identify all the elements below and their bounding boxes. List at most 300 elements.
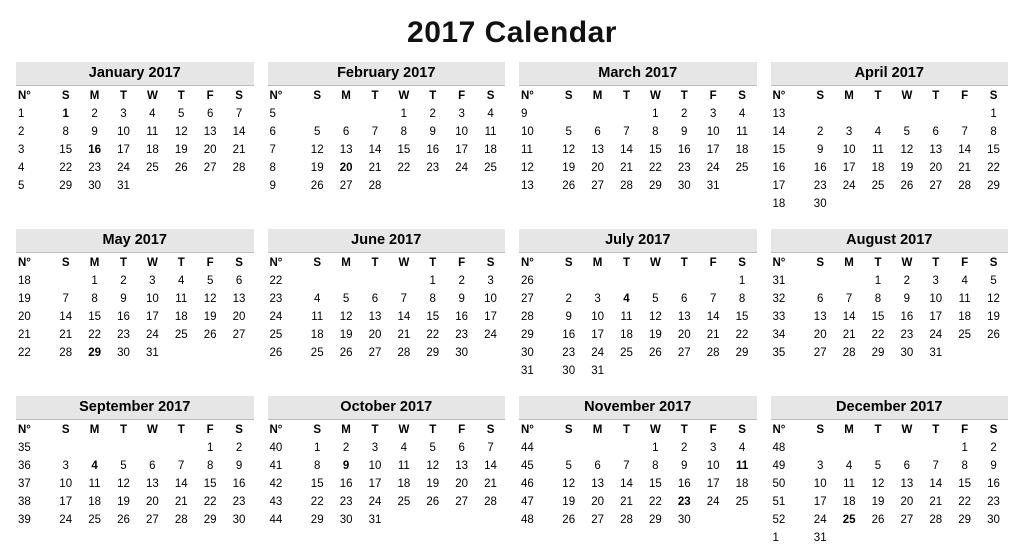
day-cell[interactable]: 14 <box>929 478 943 490</box>
day-cell[interactable]: 31 <box>706 180 720 192</box>
day-cell[interactable]: 21 <box>174 496 188 508</box>
day-cell[interactable]: 26 <box>339 347 353 359</box>
day-cell[interactable]: 21 <box>368 162 382 174</box>
day-cell[interactable]: 30 <box>88 180 101 192</box>
day-cell[interactable]: 22 <box>987 162 1000 174</box>
day-cell[interactable]: 10 <box>591 311 604 323</box>
day-cell[interactable]: 12 <box>174 126 188 138</box>
day-cell[interactable] <box>979 344 1008 362</box>
day-cell[interactable]: 10 <box>484 293 497 305</box>
day-cell[interactable]: 28 <box>484 496 497 508</box>
day-cell[interactable]: 3 <box>458 108 465 120</box>
day-cell[interactable]: 6 <box>681 293 688 305</box>
day-cell[interactable]: 5 <box>120 460 127 472</box>
day-cell[interactable]: 26 <box>310 180 324 192</box>
day-cell[interactable]: 2 <box>565 293 572 305</box>
day-cell[interactable]: 6 <box>371 293 379 305</box>
day-cell[interactable] <box>109 439 138 457</box>
day-cell[interactable]: 12 <box>900 144 914 156</box>
day-cell[interactable]: 12 <box>562 478 576 490</box>
day-cell[interactable]: 27 <box>145 514 159 526</box>
day-cell[interactable]: 8 <box>206 460 214 472</box>
day-cell[interactable]: 28 <box>706 347 720 359</box>
day-cell[interactable]: 12 <box>310 144 324 156</box>
day-cell[interactable]: 4 <box>487 108 494 120</box>
day-cell[interactable]: 14 <box>706 311 720 323</box>
day-cell[interactable]: 17 <box>484 311 497 323</box>
day-cell[interactable]: 21 <box>397 329 411 341</box>
day-cell[interactable] <box>612 272 641 290</box>
day-cell[interactable]: 25 <box>145 162 159 174</box>
day-cell[interactable] <box>699 511 728 529</box>
day-cell[interactable]: 2 <box>429 108 436 120</box>
day-cell[interactable]: 18 <box>871 162 885 174</box>
day-cell[interactable]: 8 <box>62 126 69 138</box>
day-cell[interactable]: 23 <box>813 180 827 192</box>
day-cell[interactable]: 29 <box>735 347 749 359</box>
day-cell[interactable]: 23 <box>987 496 1000 508</box>
day-cell[interactable]: 22 <box>59 162 73 174</box>
day-cell[interactable]: 22 <box>648 496 662 508</box>
day-cell[interactable]: 30 <box>339 514 353 526</box>
day-cell[interactable] <box>864 439 893 457</box>
day-cell[interactable]: 10 <box>455 126 469 138</box>
day-cell[interactable]: 16 <box>117 311 130 323</box>
day-cell[interactable]: 4 <box>149 108 156 120</box>
day-cell[interactable] <box>835 529 864 547</box>
day-cell[interactable]: 3 <box>709 108 717 120</box>
day-cell[interactable]: 18 <box>88 496 101 508</box>
day-cell[interactable]: 10 <box>813 478 827 490</box>
day-cell[interactable]: 1 <box>990 108 997 120</box>
day-cell[interactable]: 29 <box>987 180 1000 192</box>
day-cell[interactable]: 13 <box>813 311 827 323</box>
day-cell[interactable] <box>950 529 979 547</box>
day-cell[interactable]: 25 <box>88 514 101 526</box>
day-cell[interactable]: 24 <box>591 347 604 359</box>
day-cell[interactable]: 21 <box>59 329 73 341</box>
day-cell[interactable]: 17 <box>368 478 382 490</box>
day-cell[interactable]: 5 <box>652 293 659 305</box>
day-cell[interactable]: 22 <box>203 496 217 508</box>
day-cell[interactable]: 21 <box>929 496 943 508</box>
day-cell[interactable]: 22 <box>426 329 440 341</box>
day-cell[interactable]: 13 <box>677 311 691 323</box>
day-cell[interactable] <box>361 105 390 123</box>
day-cell[interactable] <box>332 105 361 123</box>
day-cell[interactable]: 5 <box>206 275 214 287</box>
day-cell[interactable]: 4 <box>961 275 968 287</box>
day-cell[interactable]: 10 <box>706 460 720 472</box>
day-cell[interactable] <box>447 511 476 529</box>
day-cell[interactable]: 9 <box>429 126 436 138</box>
day-cell[interactable]: 28 <box>620 514 633 526</box>
day-cell[interactable]: 3 <box>487 275 494 287</box>
day-cell[interactable]: 3 <box>845 126 853 138</box>
day-cell[interactable]: 23 <box>677 162 691 174</box>
day-cell[interactable]: 20 <box>677 329 691 341</box>
day-cell[interactable]: 27 <box>929 180 943 192</box>
day-cell[interactable] <box>806 272 835 290</box>
day-cell[interactable]: 16 <box>232 478 246 490</box>
day-cell[interactable]: 6 <box>932 126 939 138</box>
day-cell[interactable]: 25 <box>484 162 497 174</box>
day-cell[interactable]: 19 <box>987 311 1000 323</box>
day-cell[interactable]: 15 <box>203 478 217 490</box>
day-cell[interactable]: 28 <box>958 180 972 192</box>
day-cell[interactable] <box>950 195 979 213</box>
day-cell[interactable]: 2 <box>903 275 911 287</box>
day-cell[interactable]: 28 <box>929 514 943 526</box>
day-cell[interactable]: 1 <box>91 275 98 287</box>
day-cell[interactable]: 20 <box>339 162 353 174</box>
day-cell[interactable]: 19 <box>648 329 662 341</box>
day-cell[interactable]: 12 <box>648 311 662 323</box>
day-cell[interactable] <box>728 511 757 529</box>
day-cell[interactable]: 4 <box>874 126 882 138</box>
day-cell[interactable]: 15 <box>648 144 662 156</box>
day-cell[interactable]: 29 <box>426 347 440 359</box>
day-cell[interactable]: 26 <box>426 496 440 508</box>
day-cell[interactable] <box>167 439 196 457</box>
day-cell[interactable]: 2 <box>458 275 465 287</box>
day-cell[interactable] <box>51 439 80 457</box>
day-cell[interactable]: 13 <box>203 126 217 138</box>
day-cell[interactable]: 27 <box>203 162 217 174</box>
day-cell[interactable]: 20 <box>900 496 914 508</box>
day-cell[interactable]: 9 <box>120 293 127 305</box>
day-cell[interactable] <box>389 511 418 529</box>
day-cell[interactable]: 21 <box>232 144 246 156</box>
day-cell[interactable]: 4 <box>623 293 630 305</box>
day-cell[interactable]: 7 <box>623 460 630 472</box>
day-cell[interactable]: 14 <box>397 311 411 323</box>
day-cell[interactable]: 26 <box>203 329 217 341</box>
day-cell[interactable] <box>921 439 950 457</box>
day-cell[interactable]: 4 <box>738 442 746 454</box>
day-cell[interactable]: 12 <box>203 293 217 305</box>
day-cell[interactable]: 13 <box>929 144 943 156</box>
day-cell[interactable]: 16 <box>677 144 691 156</box>
day-cell[interactable] <box>138 439 167 457</box>
day-cell[interactable]: 2 <box>990 442 997 454</box>
day-cell[interactable]: 3 <box>594 293 601 305</box>
day-cell[interactable]: 1 <box>62 108 69 120</box>
day-cell[interactable]: 13 <box>455 460 469 472</box>
day-cell[interactable]: 15 <box>871 311 885 323</box>
day-cell[interactable]: 12 <box>871 478 885 490</box>
day-cell[interactable]: 30 <box>677 180 691 192</box>
day-cell[interactable]: 8 <box>961 460 968 472</box>
day-cell[interactable]: 20 <box>455 478 469 490</box>
day-cell[interactable] <box>950 105 979 123</box>
day-cell[interactable]: 11 <box>735 460 749 472</box>
day-cell[interactable] <box>476 511 505 529</box>
day-cell[interactable]: 18 <box>735 144 749 156</box>
day-cell[interactable]: 7 <box>709 293 717 305</box>
day-cell[interactable]: 17 <box>591 329 604 341</box>
day-cell[interactable]: 31 <box>117 180 130 192</box>
day-cell[interactable]: 30 <box>987 514 1000 526</box>
day-cell[interactable]: 8 <box>91 293 98 305</box>
day-cell[interactable] <box>979 195 1008 213</box>
day-cell[interactable]: 13 <box>900 478 914 490</box>
day-cell[interactable]: 3 <box>149 275 156 287</box>
day-cell[interactable]: 11 <box>311 311 324 323</box>
day-cell[interactable]: 6 <box>594 126 601 138</box>
day-cell[interactable] <box>138 177 167 195</box>
day-cell[interactable]: 28 <box>232 162 246 174</box>
day-cell[interactable]: 24 <box>813 514 827 526</box>
day-cell[interactable]: 14 <box>958 144 972 156</box>
day-cell[interactable]: 29 <box>648 180 662 192</box>
day-cell[interactable]: 6 <box>594 460 601 472</box>
day-cell[interactable]: 20 <box>145 496 159 508</box>
day-cell[interactable]: 27 <box>455 496 469 508</box>
day-cell[interactable]: 11 <box>88 478 101 490</box>
day-cell[interactable]: 24 <box>145 329 159 341</box>
day-cell[interactable] <box>476 177 505 195</box>
day-cell[interactable] <box>583 439 612 457</box>
day-cell[interactable] <box>476 344 505 362</box>
day-cell[interactable]: 6 <box>235 275 243 287</box>
day-cell[interactable]: 2 <box>120 275 127 287</box>
day-cell[interactable] <box>835 272 864 290</box>
day-cell[interactable]: 28 <box>174 514 188 526</box>
day-cell[interactable]: 13 <box>591 478 604 490</box>
day-cell[interactable] <box>806 105 835 123</box>
day-cell[interactable]: 18 <box>145 144 159 156</box>
day-cell[interactable]: 11 <box>484 126 497 138</box>
day-cell[interactable]: 10 <box>117 126 130 138</box>
day-cell[interactable]: 4 <box>845 460 853 472</box>
day-cell[interactable]: 10 <box>842 144 856 156</box>
day-cell[interactable]: 23 <box>562 347 576 359</box>
day-cell[interactable]: 11 <box>175 293 188 305</box>
day-cell[interactable] <box>554 105 583 123</box>
day-cell[interactable]: 5 <box>429 442 436 454</box>
day-cell[interactable] <box>389 177 418 195</box>
day-cell[interactable] <box>583 105 612 123</box>
day-cell[interactable]: 2 <box>681 108 688 120</box>
day-cell[interactable]: 9 <box>681 460 688 472</box>
day-cell[interactable]: 8 <box>400 126 408 138</box>
day-cell[interactable]: 27 <box>591 180 604 192</box>
day-cell[interactable] <box>864 105 893 123</box>
day-cell[interactable]: 16 <box>455 311 469 323</box>
day-cell[interactable] <box>892 439 921 457</box>
day-cell[interactable]: 7 <box>961 126 968 138</box>
day-cell[interactable]: 6 <box>342 126 350 138</box>
day-cell[interactable]: 19 <box>900 162 914 174</box>
day-cell[interactable]: 22 <box>397 162 411 174</box>
day-cell[interactable]: 11 <box>397 460 410 472</box>
day-cell[interactable]: 24 <box>484 329 497 341</box>
day-cell[interactable]: 4 <box>178 275 185 287</box>
day-cell[interactable]: 28 <box>368 180 382 192</box>
day-cell[interactable]: 4 <box>313 293 321 305</box>
day-cell[interactable]: 26 <box>900 180 914 192</box>
day-cell[interactable]: 31 <box>813 532 827 544</box>
day-cell[interactable]: 17 <box>706 144 720 156</box>
day-cell[interactable]: 22 <box>735 329 749 341</box>
day-cell[interactable]: 3 <box>709 442 717 454</box>
day-cell[interactable]: 29 <box>310 514 324 526</box>
day-cell[interactable]: 25 <box>871 180 885 192</box>
day-cell[interactable]: 14 <box>59 311 73 323</box>
day-cell[interactable] <box>806 439 835 457</box>
day-cell[interactable]: 25 <box>174 329 188 341</box>
day-cell[interactable]: 16 <box>677 478 691 490</box>
day-cell[interactable]: 17 <box>813 496 827 508</box>
day-cell[interactable]: 25 <box>842 514 856 526</box>
day-cell[interactable]: 22 <box>958 496 972 508</box>
day-cell[interactable]: 1 <box>874 275 882 287</box>
day-cell[interactable]: 31 <box>368 514 382 526</box>
day-cell[interactable]: 7 <box>487 442 494 454</box>
day-cell[interactable]: 7 <box>400 293 408 305</box>
day-cell[interactable]: 18 <box>174 311 188 323</box>
day-cell[interactable]: 26 <box>562 514 576 526</box>
day-cell[interactable]: 14 <box>232 126 246 138</box>
day-cell[interactable]: 20 <box>591 162 604 174</box>
day-cell[interactable] <box>921 105 950 123</box>
day-cell[interactable] <box>612 439 641 457</box>
day-cell[interactable]: 9 <box>816 144 824 156</box>
day-cell[interactable] <box>728 177 757 195</box>
day-cell[interactable] <box>835 105 864 123</box>
day-cell[interactable]: 16 <box>426 144 440 156</box>
day-cell[interactable]: 10 <box>145 293 159 305</box>
day-cell[interactable] <box>892 195 921 213</box>
day-cell[interactable]: 26 <box>987 329 1000 341</box>
day-cell[interactable]: 7 <box>371 126 379 138</box>
day-cell[interactable] <box>418 177 447 195</box>
day-cell[interactable]: 9 <box>342 460 350 472</box>
day-cell[interactable]: 8 <box>874 293 882 305</box>
day-cell[interactable] <box>332 272 361 290</box>
day-cell[interactable]: 14 <box>620 478 633 490</box>
day-cell[interactable] <box>641 272 670 290</box>
day-cell[interactable]: 9 <box>681 126 688 138</box>
day-cell[interactable]: 10 <box>368 460 382 472</box>
day-cell[interactable]: 19 <box>339 329 353 341</box>
day-cell[interactable]: 1 <box>313 442 321 454</box>
day-cell[interactable]: 30 <box>455 347 469 359</box>
day-cell[interactable]: 12 <box>562 144 576 156</box>
day-cell[interactable]: 25 <box>620 347 633 359</box>
day-cell[interactable] <box>554 272 583 290</box>
day-cell[interactable] <box>225 344 254 362</box>
day-cell[interactable] <box>167 344 196 362</box>
day-cell[interactable]: 24 <box>929 329 943 341</box>
day-cell[interactable]: 20 <box>591 496 604 508</box>
day-cell[interactable]: 10 <box>929 293 943 305</box>
day-cell[interactable] <box>979 529 1008 547</box>
day-cell[interactable]: 5 <box>874 460 882 472</box>
day-cell[interactable] <box>835 439 864 457</box>
day-cell[interactable]: 28 <box>59 347 73 359</box>
day-cell[interactable]: 24 <box>706 496 720 508</box>
day-cell[interactable]: 31 <box>929 347 943 359</box>
day-cell[interactable] <box>447 177 476 195</box>
day-cell[interactable] <box>196 344 225 362</box>
day-cell[interactable]: 1 <box>961 442 968 454</box>
day-cell[interactable] <box>612 105 641 123</box>
day-cell[interactable]: 5 <box>178 108 185 120</box>
day-cell[interactable]: 29 <box>203 514 217 526</box>
day-cell[interactable]: 9 <box>565 311 572 323</box>
day-cell[interactable]: 21 <box>484 478 497 490</box>
day-cell[interactable]: 19 <box>871 496 885 508</box>
day-cell[interactable]: 7 <box>623 126 630 138</box>
day-cell[interactable]: 9 <box>91 126 98 138</box>
day-cell[interactable]: 4 <box>91 460 98 472</box>
day-cell[interactable]: 15 <box>958 478 972 490</box>
day-cell[interactable]: 2 <box>681 442 688 454</box>
day-cell[interactable]: 4 <box>400 442 408 454</box>
day-cell[interactable]: 1 <box>206 442 214 454</box>
day-cell[interactable]: 27 <box>900 514 914 526</box>
day-cell[interactable]: 7 <box>178 460 185 472</box>
day-cell[interactable]: 19 <box>203 311 217 323</box>
day-cell[interactable]: 26 <box>648 347 662 359</box>
day-cell[interactable]: 24 <box>706 162 720 174</box>
day-cell[interactable]: 1 <box>400 108 408 120</box>
day-cell[interactable] <box>612 362 641 380</box>
day-cell[interactable] <box>699 272 728 290</box>
day-cell[interactable]: 25 <box>310 347 324 359</box>
day-cell[interactable] <box>80 439 109 457</box>
day-cell[interactable]: 17 <box>145 311 159 323</box>
day-cell[interactable]: 9 <box>903 293 911 305</box>
day-cell[interactable]: 7 <box>235 108 243 120</box>
day-cell[interactable]: 22 <box>648 162 662 174</box>
day-cell[interactable]: 23 <box>455 329 469 341</box>
day-cell[interactable]: 11 <box>620 311 633 323</box>
day-cell[interactable]: 3 <box>120 108 127 120</box>
day-cell[interactable]: 1 <box>652 108 659 120</box>
day-cell[interactable]: 27 <box>232 329 246 341</box>
day-cell[interactable]: 2 <box>235 442 243 454</box>
day-cell[interactable]: 6 <box>206 108 214 120</box>
day-cell[interactable]: 22 <box>310 496 324 508</box>
day-cell[interactable] <box>554 439 583 457</box>
day-cell[interactable]: 28 <box>397 347 411 359</box>
day-cell[interactable]: 15 <box>987 144 1000 156</box>
day-cell[interactable] <box>167 177 196 195</box>
day-cell[interactable] <box>728 362 757 380</box>
day-cell[interactable]: 7 <box>845 293 853 305</box>
day-cell[interactable]: 12 <box>117 478 130 490</box>
day-cell[interactable]: 27 <box>591 514 604 526</box>
day-cell[interactable]: 11 <box>843 478 856 490</box>
day-cell[interactable]: 19 <box>174 144 188 156</box>
day-cell[interactable]: 14 <box>174 478 188 490</box>
day-cell[interactable]: 19 <box>310 162 324 174</box>
day-cell[interactable]: 18 <box>842 496 856 508</box>
day-cell[interactable]: 23 <box>900 329 914 341</box>
day-cell[interactable]: 5 <box>313 126 321 138</box>
day-cell[interactable]: 28 <box>842 347 856 359</box>
day-cell[interactable]: 23 <box>88 162 101 174</box>
day-cell[interactable]: 13 <box>339 144 353 156</box>
day-cell[interactable] <box>921 195 950 213</box>
day-cell[interactable]: 15 <box>310 478 324 490</box>
day-cell[interactable] <box>835 195 864 213</box>
day-cell[interactable]: 17 <box>929 311 943 323</box>
day-cell[interactable]: 19 <box>426 478 440 490</box>
